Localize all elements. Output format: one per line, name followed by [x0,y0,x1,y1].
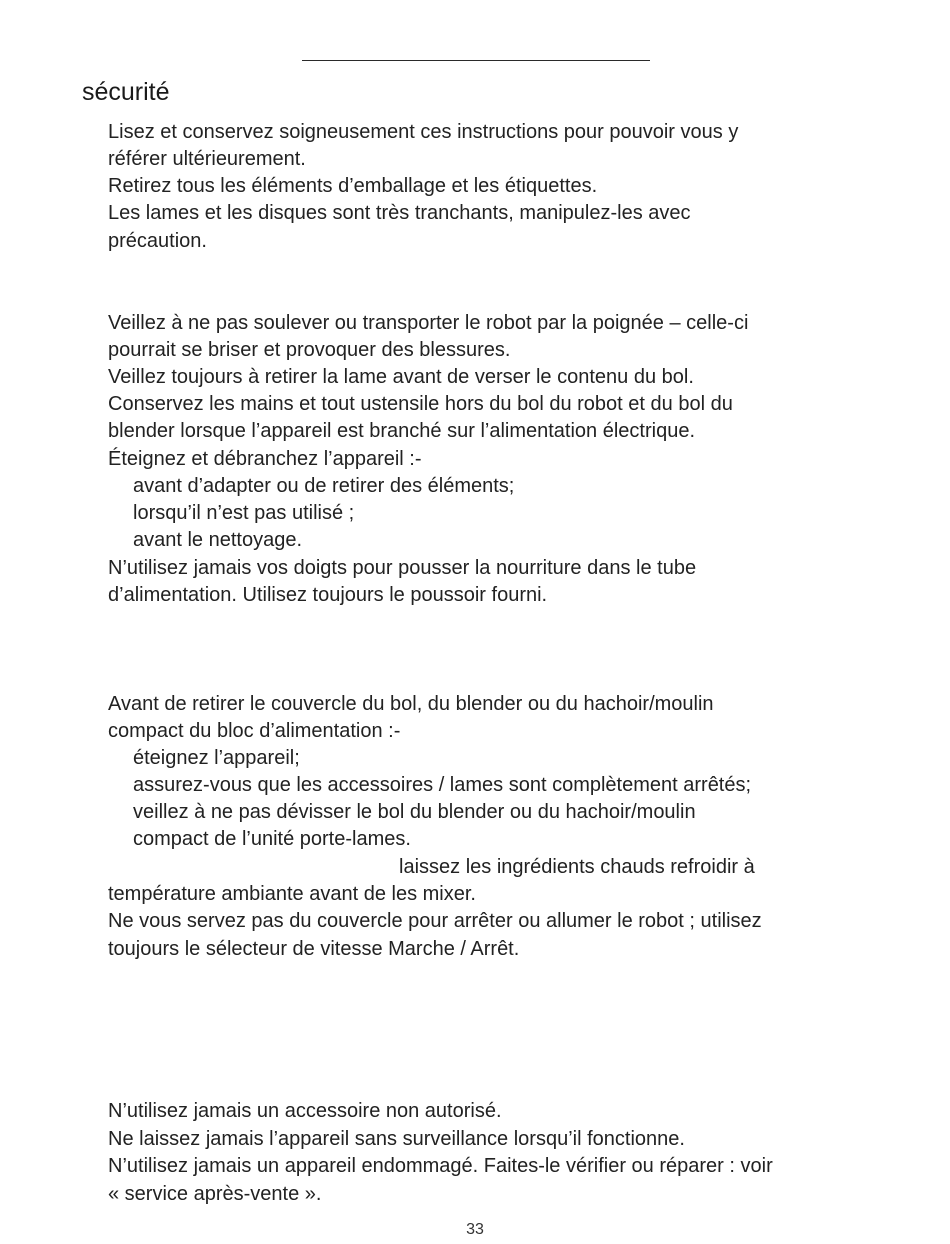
text-line: référer ultérieurement. [108,148,306,170]
text-line: avant le nettoyage. [133,529,303,551]
text-line: veillez à ne pas dévisser le bol du blender ou du hachoir/moulin [133,801,696,823]
text-line: assurez-vous que les accessoires / lames sont complètement arrêtés; [133,774,752,796]
text-line: Avant de retirer le couvercle du bol, du blender ou du hachoir/moulin [108,693,714,715]
text-line: compact de l’unité porte-lames. [133,828,411,850]
section-title: sécurité [82,78,170,106]
text-line: éteignez l’appareil; [133,747,300,769]
text-line: N’utilisez jamais un appareil endommagé. Faites-le vérifier ou réparer : voir [108,1155,773,1177]
text-line: Veillez toujours à retirer la lame avant de verser le contenu du bol. [108,366,694,388]
text-line: toujours le sélecteur de vitesse Marche / Arrêt. [108,938,520,960]
text-line: N’utilisez jamais un accessoire non autorisé. [108,1100,502,1122]
text-line: Les lames et les disques sont très tranchants, manipulez-les avec [108,202,691,224]
text-line: température ambiante avant de les mixer. [108,883,476,905]
text-line: « service après-vente ». [108,1183,322,1205]
text-line: précaution. [108,230,207,252]
text-line: d’alimentation. Utilisez toujours le poussoir fourni. [108,584,548,606]
text-line: pourrait se briser et provoquer des blessures. [108,339,511,361]
text-line: Veillez à ne pas soulever ou transporter le robot par la poignée – celle-ci [108,312,749,334]
text-line: lorsqu’il n’est pas utilisé ; [133,502,355,524]
text-line: laissez les ingrédients chauds refroidir à [399,856,755,878]
text-line: N’utilisez jamais vos doigts pour pousser la nourriture dans le tube [108,557,697,579]
text-line: Ne vous servez pas du couvercle pour arrêter ou allumer le robot ; utilisez [108,910,762,932]
text-line: compact du bloc d’alimentation :- [108,720,401,742]
text-line: Conservez les mains et tout ustensile hors du bol du robot et du bol du [108,393,733,415]
text-line: Lisez et conservez soigneusement ces instructions pour pouvoir vous y [108,121,739,143]
text-line: Éteignez et débranchez l’appareil :- [108,448,422,470]
text-line: Retirez tous les éléments d’emballage et les étiquettes. [108,175,598,197]
text-line: blender lorsque l’appareil est branché sur l’alimentation électrique. [108,420,696,442]
text-line: Ne laissez jamais l’appareil sans surveillance lorsqu’il fonctionne. [108,1128,685,1150]
text-line: avant d’adapter ou de retirer des éléments; [133,475,515,497]
page-number: 33 [466,1221,484,1238]
top-rule [302,60,650,61]
